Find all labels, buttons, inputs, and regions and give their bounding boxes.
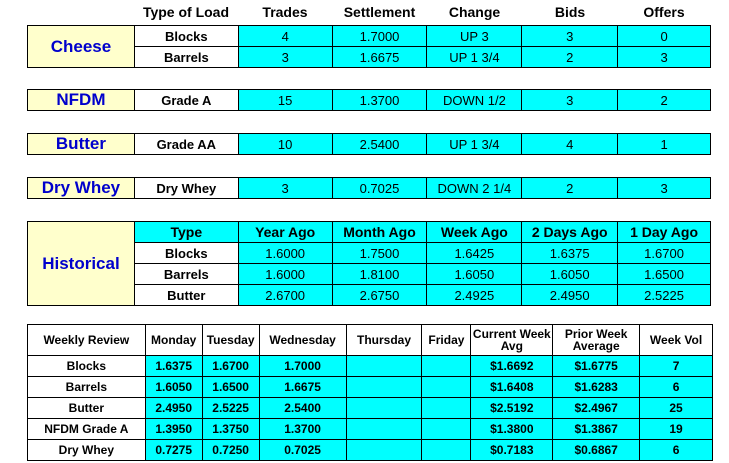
row-label: Barrels (134, 264, 238, 285)
row-label: Blocks (134, 243, 238, 264)
value-cell: 7 (640, 356, 713, 377)
value-cell: 1.3750 (202, 419, 259, 440)
table-row (28, 222, 711, 243)
settlement-cell: 1.7000 (332, 26, 427, 47)
offers-cell: 1 (618, 134, 711, 155)
row-label: NFDM Grade A (28, 419, 146, 440)
table-row (28, 440, 713, 461)
historical-table (27, 221, 711, 306)
table-row (28, 419, 713, 440)
column-header: Tuesday (202, 325, 259, 356)
offers-cell: 3 (618, 178, 711, 199)
value-cell: 2.5225 (202, 398, 259, 419)
value-cell: 6 (640, 440, 713, 461)
value-cell: $0.7183 (471, 440, 553, 461)
value-cell: 2.6750 (332, 285, 427, 306)
header-type-of-load: Type of Load (142, 4, 230, 20)
value-cell: 1.6500 (618, 264, 711, 285)
table-row (28, 356, 713, 377)
trades-cell: 15 (238, 90, 332, 111)
offers-cell: 3 (618, 47, 711, 68)
value-cell (422, 419, 471, 440)
butter-table (27, 133, 711, 155)
header-settlement: Settlement (343, 4, 416, 20)
value-cell: 2.6700 (238, 285, 332, 306)
value-cell: 0.7250 (202, 440, 259, 461)
value-cell: 1.6375 (145, 356, 202, 377)
drywhey-label: Dry Whey (28, 178, 135, 199)
value-cell (346, 377, 422, 398)
value-cell: 1.6500 (202, 377, 259, 398)
value-cell: 1.6000 (238, 264, 332, 285)
value-cell: 1.6050 (522, 264, 618, 285)
column-header: Monday (145, 325, 202, 356)
change-cell: DOWN 2 1/4 (427, 178, 522, 199)
value-cell: 19 (640, 419, 713, 440)
historical-label: Historical (28, 222, 135, 306)
column-header: Month Ago (332, 222, 427, 243)
column-header: Week Ago (427, 222, 522, 243)
value-cell (346, 419, 422, 440)
value-cell (422, 398, 471, 419)
value-cell (346, 440, 422, 461)
value-cell (422, 440, 471, 461)
trades-cell: 3 (238, 178, 332, 199)
value-cell: 1.6675 (259, 377, 346, 398)
change-cell: DOWN 1/2 (427, 90, 522, 111)
value-cell: 1.6700 (618, 243, 711, 264)
table-row (28, 134, 711, 155)
value-cell: 1.7500 (332, 243, 427, 264)
header-offers: Offers (643, 4, 685, 20)
value-cell: $1.3800 (471, 419, 553, 440)
value-cell: 0.7275 (145, 440, 202, 461)
value-cell: 0.7025 (259, 440, 346, 461)
value-cell: 2.5400 (259, 398, 346, 419)
nfdm-type-cell: Grade A (134, 90, 238, 111)
offers-cell: 2 (618, 90, 711, 111)
cheese-type-cell: Barrels (134, 47, 238, 68)
value-cell: $1.6408 (471, 377, 553, 398)
value-cell: 1.8100 (332, 264, 427, 285)
butter-label: Butter (28, 134, 135, 155)
settlement-cell: 0.7025 (332, 178, 427, 199)
value-cell: $1.6283 (553, 377, 640, 398)
column-header: Week Vol (640, 325, 713, 356)
value-cell: 1.6375 (522, 243, 618, 264)
value-cell: 2.4925 (427, 285, 522, 306)
column-header: Friday (422, 325, 471, 356)
bids-cell: 2 (522, 178, 618, 199)
trades-cell: 10 (238, 134, 332, 155)
header-trades: Trades (262, 4, 308, 20)
cheese-type-cell: Blocks (134, 26, 238, 47)
value-cell: $1.6692 (471, 356, 553, 377)
bids-cell: 3 (522, 90, 618, 111)
table-row (28, 26, 711, 47)
table-row (28, 325, 713, 356)
table-row (28, 398, 713, 419)
header-change: Change (448, 4, 501, 20)
value-cell: 2.5225 (618, 285, 711, 306)
table-row (28, 377, 713, 398)
value-cell: 1.3700 (259, 419, 346, 440)
column-header: Current Week Avg (471, 325, 553, 356)
table-row (28, 178, 711, 199)
value-cell: $0.6867 (553, 440, 640, 461)
cheese-label: Cheese (28, 26, 135, 68)
trades-cell: 3 (238, 47, 332, 68)
change-cell: UP 3 (427, 26, 522, 47)
column-header: Type (134, 222, 238, 243)
value-cell: $2.4967 (553, 398, 640, 419)
drywhey-table (27, 177, 711, 199)
drywhey-type-cell: Dry Whey (134, 178, 238, 199)
value-cell (346, 398, 422, 419)
row-label: Butter (134, 285, 238, 306)
bids-cell: 4 (522, 134, 618, 155)
value-cell (422, 356, 471, 377)
nfdm-label: NFDM (28, 90, 135, 111)
settlement-cell: 2.5400 (332, 134, 427, 155)
table-row (28, 90, 711, 111)
row-label: Barrels (28, 377, 146, 398)
offers-cell: 0 (618, 26, 711, 47)
settlement-cell: 1.3700 (332, 90, 427, 111)
weekly-review-table (27, 324, 713, 461)
change-cell: UP 1 3/4 (427, 47, 522, 68)
nfdm-table (27, 89, 711, 111)
value-cell: 2.4950 (522, 285, 618, 306)
column-header: Prior Week Average (553, 325, 640, 356)
row-label: Dry Whey (28, 440, 146, 461)
value-cell (346, 356, 422, 377)
row-label: Butter (28, 398, 146, 419)
value-cell: 1.3950 (145, 419, 202, 440)
value-cell: 1.6050 (427, 264, 522, 285)
header-bids: Bids (554, 4, 586, 20)
value-cell: 1.6700 (202, 356, 259, 377)
bids-cell: 2 (522, 47, 618, 68)
column-header: Thursday (346, 325, 422, 356)
value-cell: $2.5192 (471, 398, 553, 419)
column-header: 2 Days Ago (522, 222, 618, 243)
bids-cell: 3 (522, 26, 618, 47)
value-cell (422, 377, 471, 398)
value-cell: 1.7000 (259, 356, 346, 377)
column-header: 1 Day Ago (618, 222, 711, 243)
column-header: Weekly Review (28, 325, 146, 356)
value-cell: 1.6000 (238, 243, 332, 264)
value-cell: 1.6050 (145, 377, 202, 398)
change-cell: UP 1 3/4 (427, 134, 522, 155)
column-header: Year Ago (238, 222, 332, 243)
value-cell: $1.6775 (553, 356, 640, 377)
value-cell: $1.3867 (553, 419, 640, 440)
value-cell: 2.4950 (145, 398, 202, 419)
trades-cell: 4 (238, 26, 332, 47)
value-cell: 6 (640, 377, 713, 398)
value-cell: 1.6425 (427, 243, 522, 264)
value-cell: 25 (640, 398, 713, 419)
butter-type-cell: Grade AA (134, 134, 238, 155)
settlement-cell: 1.6675 (332, 47, 427, 68)
cheese-table (27, 25, 711, 68)
row-label: Blocks (28, 356, 146, 377)
column-header: Wednesday (259, 325, 346, 356)
